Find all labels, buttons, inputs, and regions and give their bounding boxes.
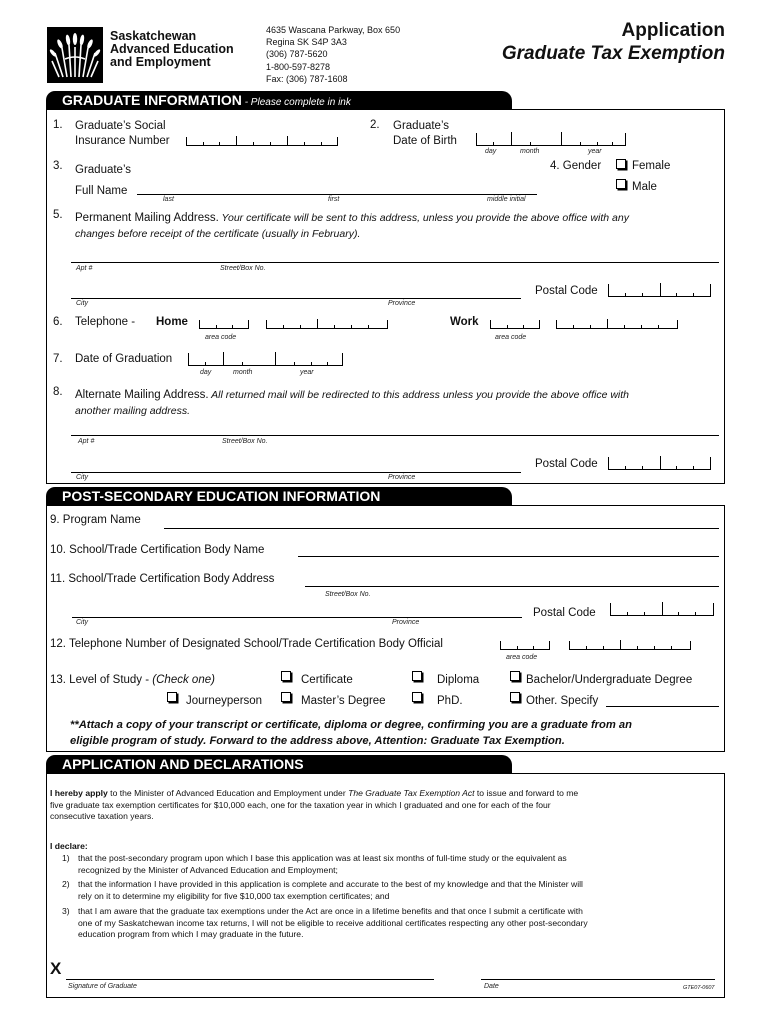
attach-note	[70, 717, 632, 749]
post-secondary-section-title: POST-SECONDARY EDUCATION INFORMATION	[62, 488, 381, 504]
q2-label	[393, 119, 457, 149]
declaration-2-number: 2)	[62, 879, 70, 889]
male-label: Male	[632, 181, 657, 193]
wheat-sheaf-icon	[47, 27, 103, 83]
work-phone-input[interactable]	[556, 320, 678, 329]
q1-label-line2: Insurance Number	[75, 135, 170, 147]
q6-label: Telephone -	[75, 316, 136, 328]
org-address	[266, 24, 400, 85]
org-line-1: Saskatchewan	[110, 29, 197, 43]
act-name: The Graduate Tax Exemption Act	[348, 788, 475, 798]
q11-label: 11. School/Trade Certification Body Address	[50, 573, 275, 585]
street-caption: Street/Box No.	[220, 265, 266, 272]
q8-note-2: another mailing address.	[75, 405, 190, 417]
q8-note-1: All returned mail will be redirected to this address unless you provide the above office with	[208, 389, 630, 401]
signature-input[interactable]	[66, 979, 434, 980]
apt-caption: Apt #	[76, 265, 93, 272]
full-name-input[interactable]	[137, 194, 537, 195]
form-subtitle: Graduate Tax Exemption	[501, 43, 725, 64]
q3-label-line1: Graduate’s	[75, 164, 132, 176]
alt-city-caption: City	[76, 474, 89, 481]
school-city-caption: City	[76, 619, 89, 626]
permanent-city-input[interactable]	[71, 298, 521, 299]
school-area-code-caption: area code	[506, 654, 538, 661]
female-checkbox[interactable]	[616, 159, 626, 169]
address-line: 1-800-597-8278	[266, 61, 331, 72]
post-secondary-section-header	[46, 487, 512, 505]
attach-note-line1: **Attach a copy of your transcript or certificate, diploma or degree, confirming you are a graduate from an	[70, 719, 632, 731]
grad-year-caption: year	[300, 369, 314, 376]
graduate-section-title: GRADUATE INFORMATION	[62, 92, 242, 108]
home-phone-input[interactable]	[266, 320, 388, 329]
q1-number: 1.	[53, 119, 63, 131]
hereby-apply-paragraph	[50, 788, 722, 823]
diploma-checkbox[interactable]	[412, 671, 422, 681]
dob-year-caption: year	[588, 148, 602, 155]
signature-caption: Signature of Graduate	[68, 983, 137, 990]
declaration-1-line2: recognized by the Minister of Advanced Education and Employment;	[78, 864, 338, 875]
diploma-label: Diploma	[437, 674, 480, 686]
other-checkbox[interactable]	[510, 692, 520, 702]
school-area-code-input[interactable]	[500, 641, 550, 650]
declarations-section-title: APPLICATION AND DECLARATIONS	[62, 756, 304, 772]
q2-number: 2.	[370, 119, 380, 131]
school-postal-code-label: Postal Code	[533, 607, 596, 619]
q2-label-line1: Graduate’s	[393, 120, 450, 132]
certificate-checkbox[interactable]	[281, 671, 291, 681]
form-title: Application	[621, 20, 725, 41]
address-line: (306) 787-5620	[266, 49, 328, 60]
q5-label-text: Permanent Mailing Address.	[75, 212, 219, 224]
grad-day-caption: day	[200, 369, 212, 376]
other-label: Other. Specify	[526, 695, 599, 707]
school-phone-input[interactable]	[569, 641, 691, 650]
graduate-section-note: - Please complete in ink	[241, 97, 351, 108]
province-caption: Province	[388, 300, 416, 307]
school-postal-code-input[interactable]	[610, 603, 714, 616]
post-secondary-section	[46, 505, 725, 752]
program-name-input[interactable]	[164, 528, 719, 529]
q1-label-line1: Graduate’s Social	[75, 120, 166, 132]
alt-street-caption: Street/Box No.	[222, 438, 268, 445]
q3-number: 3.	[53, 160, 63, 172]
male-checkbox[interactable]	[616, 179, 626, 189]
declaration-3-number: 3)	[62, 906, 70, 916]
declarations-section-header	[46, 755, 512, 773]
permanent-postal-code-input[interactable]	[608, 284, 711, 297]
work-label: Work	[450, 316, 479, 328]
sin-input[interactable]	[186, 137, 338, 146]
q10-label: 10. School/Trade Certification Body Name	[50, 544, 265, 556]
declaration-3	[78, 906, 722, 941]
logo	[47, 27, 103, 83]
declaration-2	[78, 879, 722, 902]
q13-label-text: 13. Level of Study -	[50, 674, 150, 686]
declaration-1-number: 1)	[62, 853, 70, 863]
bachelor-checkbox[interactable]	[510, 671, 520, 681]
signature-x-mark: X	[50, 959, 62, 978]
date-caption: Date	[484, 983, 499, 990]
q5-number: 5.	[53, 209, 63, 221]
q5-note-2: changes before receipt of the certificate (usually in February).	[75, 228, 361, 240]
declaration-3-line3: education program from which I may graduate in the future.	[78, 929, 304, 939]
work-area-code-input[interactable]	[490, 320, 540, 329]
name-first-caption: first	[328, 196, 340, 203]
org-line-3: and Employment	[110, 55, 211, 69]
graduation-date-input[interactable]	[188, 353, 343, 366]
birth-date-input[interactable]	[476, 133, 626, 146]
attach-note-line2: eligible program of study. Forward to the address above, Attention: Graduate Tax Exemption.	[70, 735, 565, 747]
home-area-code-caption: area code	[205, 334, 237, 341]
q9-label: 9. Program Name	[50, 514, 141, 526]
hereby-line-3: consecutive taxation years.	[50, 811, 154, 821]
org-name	[110, 30, 234, 69]
phd-checkbox[interactable]	[412, 692, 422, 702]
gender-label: 4. Gender	[550, 160, 602, 172]
other-specify-input[interactable]	[606, 706, 719, 707]
certificate-label: Certificate	[301, 674, 353, 686]
alt-province-caption: Province	[388, 474, 416, 481]
q13-note: (Check one)	[152, 674, 215, 686]
declare-heading: I declare:	[50, 841, 88, 851]
q2-label-line2: Date of Birth	[393, 135, 457, 147]
alternate-city-input[interactable]	[71, 472, 521, 473]
org-line-2: Advanced Education	[110, 42, 234, 56]
q7-label: Date of Graduation	[75, 353, 173, 365]
home-area-code-input[interactable]	[199, 320, 249, 329]
work-area-code-caption: area code	[495, 334, 527, 341]
city-caption: City	[76, 300, 89, 307]
q7-number: 7.	[53, 353, 63, 365]
school-city-input[interactable]	[72, 617, 522, 618]
alternate-postal-code-input[interactable]	[608, 457, 711, 470]
q6-number: 6.	[53, 316, 63, 328]
q1-label	[75, 119, 170, 149]
masters-checkbox[interactable]	[281, 692, 291, 702]
hereby-text-1: to the Minister of Advanced Education and Employment under	[107, 788, 349, 798]
journeyperson-label: Journeyperson	[186, 695, 263, 707]
school-name-input[interactable]	[298, 556, 719, 557]
q8-label-text: Alternate Mailing Address.	[75, 389, 209, 401]
name-last-caption: last	[163, 196, 174, 203]
address-line: Fax: (306) 787-1608	[266, 73, 348, 84]
form-code: GTE07-0607	[683, 985, 715, 991]
q3-label	[75, 160, 131, 202]
grad-month-caption: month	[233, 369, 253, 376]
dob-month-caption: month	[520, 148, 540, 155]
declaration-1-line1: that the post-secondary program upon which I base this application was at least six months of full-time study or the equivalent as	[78, 853, 567, 863]
address-line: Regina SK S4P 3A3	[266, 37, 347, 48]
alt-postal-code-label: Postal Code	[535, 458, 598, 470]
bachelor-label: Bachelor/Undergraduate Degree	[526, 674, 693, 686]
declaration-1	[78, 853, 722, 876]
hereby-text-2: to issue and forward to me	[474, 788, 579, 798]
declaration-2-line2: rely on it to determine my eligibility for five $10,000 tax exemption certificates; and	[78, 890, 390, 901]
permanent-street-input[interactable]	[71, 262, 719, 263]
school-street-caption: Street/Box No.	[325, 591, 371, 598]
graduate-section-header	[46, 91, 512, 109]
home-label: Home	[156, 316, 188, 328]
masters-label: Master’s Degree	[301, 695, 386, 707]
q13-label	[50, 674, 215, 686]
q8-number: 8.	[53, 386, 63, 398]
name-middle-caption: middle initial	[487, 196, 526, 203]
q12-label: 12. Telephone Number of Designated School/Trade Certification Body Official	[50, 638, 443, 650]
q3-label-line2: Full Name	[75, 185, 128, 197]
q5-label	[75, 209, 715, 242]
journeyperson-checkbox[interactable]	[167, 692, 177, 702]
dob-day-caption: day	[485, 148, 497, 155]
alt-apt-caption: Apt #	[78, 438, 95, 445]
school-province-caption: Province	[392, 619, 420, 626]
phd-label: PhD.	[437, 695, 463, 707]
address-line: 4635 Wascana Parkway, Box 650	[266, 25, 401, 35]
q5-note-1: Your certificate will be sent to this address, unless you provide the above office with any	[218, 212, 629, 224]
female-label: Female	[632, 160, 671, 172]
declaration-3-line2: one of my Saskatchewan income tax returns, I will not be eligible to receive additional certificates respecting any other post-secondary	[78, 917, 588, 928]
hereby-line-2: five graduate tax exemption certificates for $10,000 each, one for the taxation year in which I graduated and one for each of the four	[50, 799, 551, 810]
alternate-street-input[interactable]	[71, 435, 719, 436]
declaration-3-line1: that I am aware that the graduate tax exemptions under the Act are once in a lifetime benefits and that once I submit a certificate with	[78, 906, 583, 916]
date-input[interactable]	[481, 979, 715, 980]
school-street-input[interactable]	[305, 586, 719, 587]
postal-code-label: Postal Code	[535, 285, 598, 297]
hereby-apply-bold: I hereby apply	[50, 788, 108, 798]
declaration-2-line1: that the information I have provided in this application is complete and accurate to the best of my knowledge and that the Minister will	[78, 879, 583, 889]
q8-label	[75, 386, 715, 419]
